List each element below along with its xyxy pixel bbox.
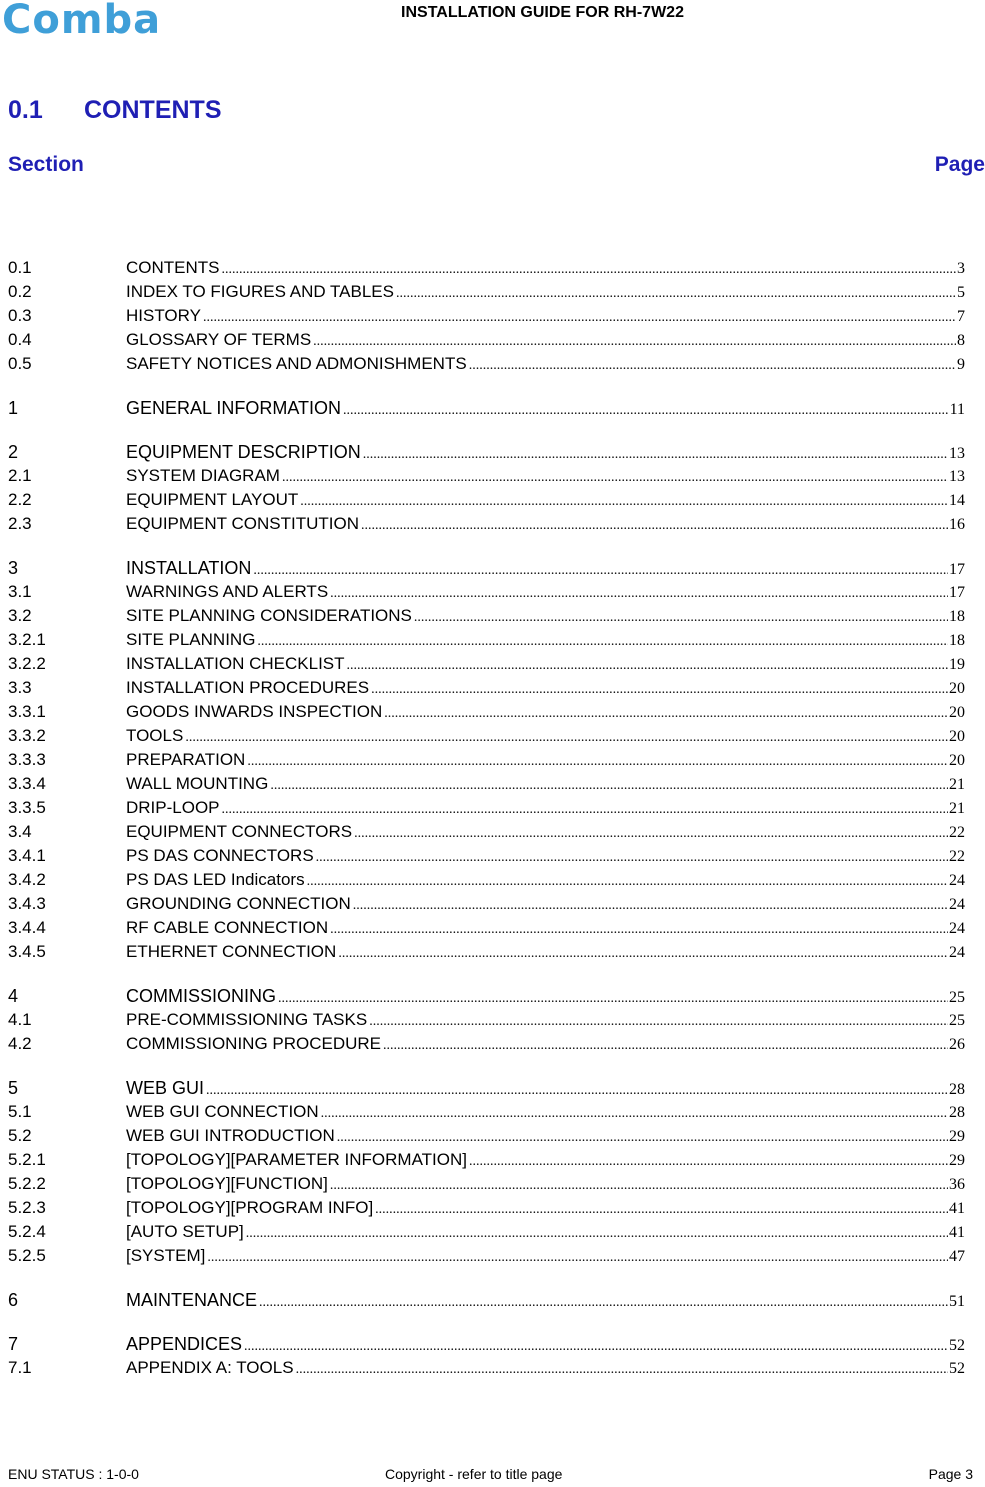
toc-dot-leader — [222, 260, 957, 280]
toc-entry-title: [AUTO SETUP] — [126, 1222, 244, 1241]
toc-entry-title: EQUIPMENT CONSTITUTION — [126, 514, 359, 533]
toc-entry-number: 3.1 — [8, 582, 32, 601]
toc-entry-page: 29 — [949, 1128, 965, 1145]
toc-dot-leader — [300, 492, 948, 512]
toc-entry-page: 20 — [949, 728, 965, 745]
toc-entry-title: PS DAS LED Indicators — [126, 870, 305, 889]
toc-entry[interactable] — [8, 442, 965, 466]
toc-entry-number: 0.5 — [8, 354, 32, 373]
toc-entry-title: INSTALLATION CHECKLIST — [126, 654, 345, 673]
toc-entry-title: [SYSTEM] — [126, 1246, 206, 1265]
toc-entry-number: 3.4.1 — [8, 846, 46, 865]
toc-entry-title: SITE PLANNING CONSIDERATIONS — [126, 606, 412, 625]
toc-entry-title: CONTENTS — [126, 258, 220, 277]
toc-entry-page: 20 — [949, 704, 965, 721]
toc-entry-title: ETHERNET CONNECTION — [126, 942, 337, 961]
toc-entry-title: SYSTEM DIAGRAM — [126, 466, 280, 485]
toc-entry[interactable] — [8, 466, 965, 490]
toc-entry-title: TOOLS — [126, 726, 184, 745]
toc-entry[interactable] — [8, 822, 965, 846]
toc-entry-number: 5.1 — [8, 1102, 32, 1121]
toc-dot-leader — [307, 872, 948, 892]
toc-entry-page: 17 — [949, 561, 965, 578]
toc-entry-title: RF CABLE CONNECTION — [126, 918, 329, 937]
toc-entry-number: 3.4.4 — [8, 918, 46, 937]
comba-logo: Comba — [2, 0, 162, 43]
toc-entry-page: 28 — [949, 1104, 965, 1121]
toc-entry[interactable] — [8, 1222, 965, 1246]
toc-dot-leader — [247, 752, 948, 772]
footer-status: ENU STATUS : 1-0-0 — [8, 1466, 139, 1482]
toc-entry[interactable] — [8, 750, 965, 774]
toc-entry-number: 3.3.2 — [8, 726, 46, 745]
toc-dot-leader — [343, 401, 949, 421]
toc-entry-page: 5 — [957, 284, 965, 301]
toc-entry-number: 6 — [8, 1290, 19, 1310]
toc-entry-number: 3.4.5 — [8, 942, 46, 961]
section-heading-number: 0.1 — [8, 96, 43, 124]
toc-entry[interactable] — [8, 306, 965, 330]
toc-entry-page: 24 — [949, 920, 965, 937]
toc-dot-leader — [207, 1248, 948, 1268]
toc-entry-page: 21 — [949, 776, 965, 793]
toc-entry-page: 51 — [949, 1293, 965, 1310]
toc-entry-number: 0.2 — [8, 282, 32, 301]
toc-entry-page: 18 — [949, 608, 965, 625]
toc-dot-leader — [316, 848, 948, 868]
toc-entry[interactable] — [8, 1290, 965, 1314]
toc-dot-leader — [244, 1337, 948, 1357]
toc-entry-number: 1 — [8, 398, 19, 418]
toc-entry-title: COMMISSIONING — [126, 986, 277, 1006]
toc-entry-title: WARNINGS AND ALERTS — [126, 582, 329, 601]
toc-entry[interactable] — [8, 894, 965, 918]
toc-entry-title: PRE-COMMISSIONING TASKS — [126, 1010, 368, 1029]
toc-dot-leader — [353, 896, 948, 916]
toc-entry-number: 5.2 — [8, 1126, 32, 1145]
toc-entry-number: 2 — [8, 442, 19, 462]
toc-entry-page: 52 — [949, 1360, 965, 1377]
toc-entry-page: 13 — [949, 468, 965, 485]
toc-entry[interactable] — [8, 846, 965, 870]
toc-entry-number: 2.3 — [8, 514, 32, 533]
toc-entry-number: 3.4.3 — [8, 894, 46, 913]
toc-dot-leader — [363, 445, 948, 465]
toc-entry-page: 41 — [949, 1200, 965, 1217]
toc-dot-leader — [206, 1081, 948, 1101]
toc-entry-number: 4.1 — [8, 1010, 32, 1029]
toc-entry-page: 17 — [949, 584, 965, 601]
toc-dot-leader — [375, 1200, 948, 1220]
toc-dot-leader — [253, 561, 948, 581]
toc-entry-number: 3.2 — [8, 606, 32, 625]
toc-dot-leader — [369, 1012, 948, 1032]
toc-dot-leader — [384, 704, 948, 724]
toc-entry-number: 5.2.2 — [8, 1174, 46, 1193]
toc-entry-page: 14 — [949, 492, 965, 509]
toc-entry-title: EQUIPMENT DESCRIPTION — [126, 442, 361, 462]
toc-dot-leader — [282, 468, 948, 488]
toc-entry-page: 25 — [949, 989, 965, 1006]
toc-entry-number: 2.2 — [8, 490, 32, 509]
section-heading — [8, 96, 222, 125]
toc-dot-leader — [337, 1128, 948, 1148]
toc-entry[interactable] — [8, 1358, 965, 1382]
toc-entry-title: INSTALLATION PROCEDURES — [126, 678, 370, 697]
toc-entry-number: 3.3.5 — [8, 798, 46, 817]
toc-entry[interactable] — [8, 558, 965, 582]
toc-entry[interactable] — [8, 918, 965, 942]
toc-entry-page: 20 — [949, 752, 965, 769]
table-of-contents — [8, 258, 965, 1382]
toc-entry-title: GLOSSARY OF TERMS — [126, 330, 312, 349]
toc-dot-leader — [354, 824, 948, 844]
toc-entry-title: [TOPOLOGY][FUNCTION] — [126, 1174, 328, 1193]
toc-entry[interactable] — [8, 398, 965, 422]
toc-entry-title: WEB GUI — [126, 1078, 205, 1098]
toc-entry-number: 3.2.1 — [8, 630, 46, 649]
toc-entry[interactable] — [8, 1198, 965, 1222]
toc-entry[interactable] — [8, 702, 965, 726]
toc-entry-number: 5 — [8, 1078, 19, 1098]
toc-entry-page: 28 — [949, 1081, 965, 1098]
toc-dot-leader — [321, 1104, 948, 1124]
toc-entry-page: 19 — [949, 656, 965, 673]
toc-dot-leader — [469, 356, 956, 376]
toc-entry-page: 26 — [949, 1036, 965, 1053]
document-title: INSTALLATION GUIDE FOR RH-7W22 — [401, 4, 684, 21]
toc-entry-title: SAFETY NOTICES AND ADMONISHMENTS — [126, 354, 467, 373]
toc-entry-number: 7.1 — [8, 1358, 32, 1377]
toc-dot-leader — [222, 800, 948, 820]
toc-entry-number: 7 — [8, 1334, 19, 1354]
toc-entry-title: GENERAL INFORMATION — [126, 398, 342, 418]
toc-entry-page: 24 — [949, 872, 965, 889]
toc-entry[interactable] — [8, 490, 965, 514]
toc-entry[interactable] — [8, 1334, 965, 1358]
toc-entry[interactable] — [8, 258, 965, 282]
toc-dot-leader — [185, 728, 948, 748]
toc-entry-number: 4.2 — [8, 1034, 32, 1053]
toc-entry-page: 9 — [957, 356, 965, 373]
toc-dot-leader — [383, 1036, 948, 1056]
toc-entry-page: 20 — [949, 680, 965, 697]
toc-dot-leader — [338, 944, 948, 964]
toc-dot-leader — [313, 332, 956, 352]
toc-entry-title: WEB GUI INTRODUCTION — [126, 1126, 335, 1145]
toc-entry[interactable] — [8, 330, 965, 354]
toc-entry-number: 5.2.3 — [8, 1198, 46, 1217]
toc-entry-title: GOODS INWARDS INSPECTION — [126, 702, 383, 721]
toc-dot-leader — [330, 920, 948, 940]
toc-entry[interactable] — [8, 1102, 965, 1126]
toc-entry-title: GROUNDING CONNECTION — [126, 894, 351, 913]
toc-entry-title: DRIP-LOOP — [126, 798, 220, 817]
toc-entry[interactable] — [8, 1034, 965, 1058]
toc-entry-page: 24 — [949, 896, 965, 913]
toc-entry-title: INSTALLATION — [126, 558, 252, 578]
toc-entry-page: 24 — [949, 944, 965, 961]
toc-entry-number: 3.2.2 — [8, 654, 46, 673]
toc-entry-title: EQUIPMENT CONNECTORS — [126, 822, 353, 841]
toc-dot-leader — [330, 1176, 948, 1196]
toc-entry[interactable] — [8, 630, 965, 654]
toc-entry[interactable] — [8, 606, 965, 630]
footer-page-number: Page 3 — [928, 1466, 973, 1482]
toc-entry-page: 21 — [949, 800, 965, 817]
toc-entry-page: 3 — [957, 260, 965, 277]
toc-entry-number: 3.4.2 — [8, 870, 46, 889]
toc-entry[interactable] — [8, 654, 965, 678]
toc-entry-page: 7 — [957, 308, 965, 325]
toc-dot-leader — [246, 1224, 948, 1244]
toc-entry[interactable] — [8, 514, 965, 538]
toc-entry-number: 4 — [8, 986, 19, 1006]
toc-entry-title: PREPARATION — [126, 750, 246, 769]
toc-entry-number: 3.3.1 — [8, 702, 46, 721]
toc-dot-leader — [414, 608, 948, 628]
toc-entry[interactable] — [8, 726, 965, 750]
toc-entry-title: INDEX TO FIGURES AND TABLES — [126, 282, 394, 301]
toc-entry[interactable] — [8, 1246, 965, 1270]
toc-entry-title: APPENDICES — [126, 1334, 243, 1354]
section-column-header: Section — [8, 153, 84, 176]
toc-dot-leader — [257, 632, 948, 652]
toc-entry-title: APPENDIX A: TOOLS — [126, 1358, 294, 1377]
page-column-header: Page — [934, 153, 985, 176]
toc-entry-page: 18 — [949, 632, 965, 649]
toc-dot-leader — [278, 989, 948, 1009]
toc-entry-number: 2.1 — [8, 466, 32, 485]
toc-entry-page: 36 — [949, 1176, 965, 1193]
toc-entry[interactable] — [8, 582, 965, 606]
toc-dot-leader — [396, 284, 956, 304]
section-heading-title: CONTENTS — [84, 96, 222, 124]
toc-entry-number: 3.3.3 — [8, 750, 46, 769]
toc-entry-title: [TOPOLOGY][PARAMETER INFORMATION] — [126, 1150, 467, 1169]
toc-entry-title: HISTORY — [126, 306, 201, 325]
toc-entry-page: 52 — [949, 1337, 965, 1354]
toc-entry-number: 3.4 — [8, 822, 32, 841]
toc-dot-leader — [371, 680, 948, 700]
toc-dot-leader — [203, 308, 956, 328]
footer-copyright: Copyright - refer to title page — [385, 1466, 563, 1482]
toc-entry-page: 16 — [949, 516, 965, 533]
toc-entry-page: 22 — [949, 848, 965, 865]
toc-entry-title: SITE PLANNING — [126, 630, 256, 649]
toc-entry-page: 13 — [949, 445, 965, 462]
toc-dot-leader — [330, 584, 948, 604]
toc-entry-number: 0.3 — [8, 306, 32, 325]
toc-entry-page: 8 — [957, 332, 965, 349]
toc-dot-leader — [259, 1293, 948, 1313]
toc-entry-title: WEB GUI CONNECTION — [126, 1102, 319, 1121]
toc-dot-leader — [296, 1360, 948, 1380]
toc-entry-number: 3.3 — [8, 678, 32, 697]
toc-entry-title: EQUIPMENT LAYOUT — [126, 490, 299, 509]
toc-entry[interactable] — [8, 282, 965, 306]
toc-entry-title: [TOPOLOGY][PROGRAM INFO] — [126, 1198, 374, 1217]
toc-entry[interactable] — [8, 1126, 965, 1150]
toc-dot-leader — [361, 516, 948, 536]
toc-dot-leader — [347, 656, 948, 676]
toc-entry-number: 0.4 — [8, 330, 32, 349]
toc-entry-page: 47 — [949, 1248, 965, 1265]
toc-entry[interactable] — [8, 986, 965, 1010]
toc-entry[interactable] — [8, 774, 965, 798]
toc-entry[interactable] — [8, 942, 965, 966]
toc-entry-number: 5.2.4 — [8, 1222, 46, 1241]
toc-entry[interactable] — [8, 798, 965, 822]
toc-entry-page: 11 — [949, 401, 965, 418]
toc-entry[interactable] — [8, 1150, 965, 1174]
toc-entry[interactable] — [8, 354, 965, 378]
toc-entry-number: 0.1 — [8, 258, 32, 277]
toc-entry-number: 5.2.1 — [8, 1150, 46, 1169]
toc-entry[interactable] — [8, 870, 965, 894]
toc-dot-leader — [469, 1152, 948, 1172]
toc-entry[interactable] — [8, 1078, 965, 1102]
toc-entry-title: COMMISSIONING PROCEDURE — [126, 1034, 382, 1053]
toc-entry-number: 5.2.5 — [8, 1246, 46, 1265]
toc-entry[interactable] — [8, 1010, 965, 1034]
toc-entry-page: 25 — [949, 1012, 965, 1029]
toc-dot-leader — [270, 776, 948, 796]
toc-entry-title: MAINTENANCE — [126, 1290, 258, 1310]
toc-entry-number: 3.3.4 — [8, 774, 46, 793]
toc-entry-page: 41 — [949, 1224, 965, 1241]
toc-entry-number: 3 — [8, 558, 19, 578]
toc-entry-title: WALL MOUNTING — [126, 774, 269, 793]
toc-entry-page: 29 — [949, 1152, 965, 1169]
toc-entry-title: PS DAS CONNECTORS — [126, 846, 314, 865]
toc-entry[interactable] — [8, 678, 965, 702]
toc-entry-page: 22 — [949, 824, 965, 841]
toc-entry[interactable] — [8, 1174, 965, 1198]
